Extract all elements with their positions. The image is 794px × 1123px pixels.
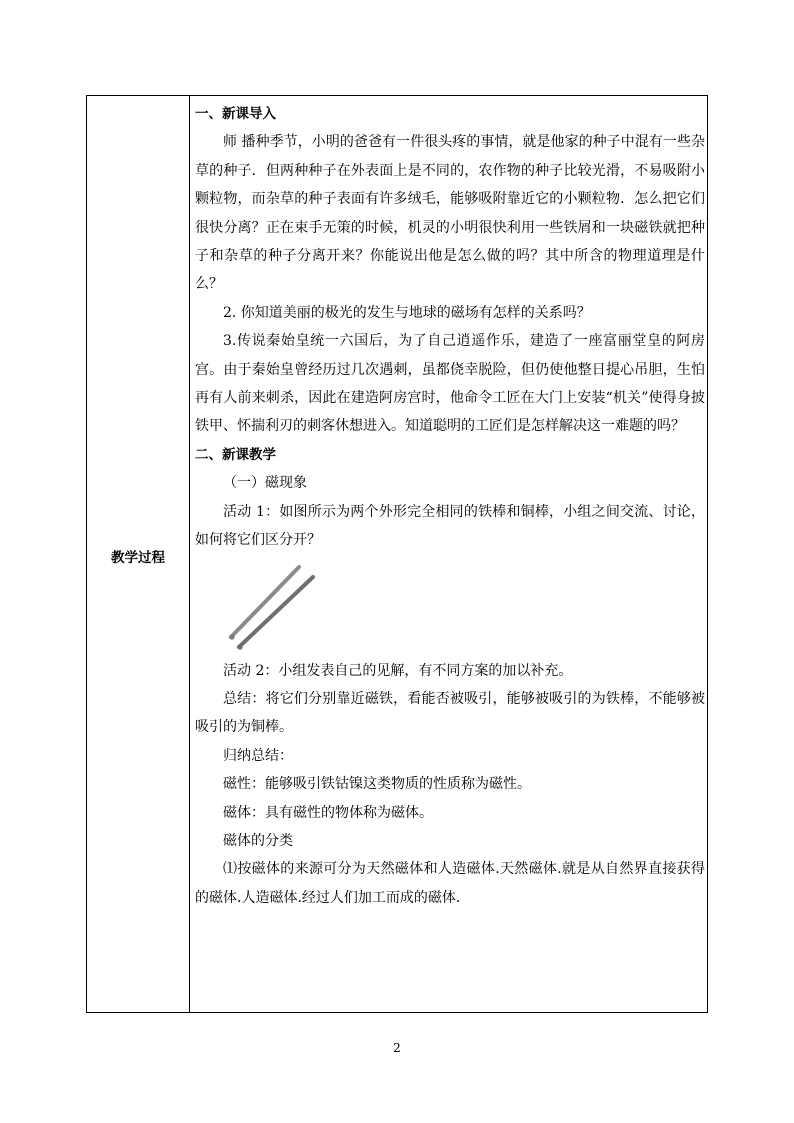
section-heading-teaching: 二、新课教学 (195, 446, 276, 463)
section-heading-intro: 一、新课导入 (195, 106, 276, 122)
page-number: 2 (393, 1041, 401, 1055)
subsection-heading-magnetism: （一）磁现象 (223, 475, 307, 492)
intro-paragraph-2: 2. 你知道美丽的极光的发生与地球的磁场有怎样的关系吗？ (223, 304, 591, 321)
magnetism-definition: 磁性：能够吸引铁钴镍这类物质的性质称为磁性。 (223, 776, 531, 793)
intro-paragraph-1: 师 播种季节，小明的爸爸有一件很头疼的事情，就是他家的种子中混有一些杂草的种子．但两种种子在外表面上是不同的，农作物的种子比较光滑，不易吸附小颗粒物，而杂草的种子表面有许多绒毛，能够吸附靠近它的小颗粒物．怎么把它们很快分离？正在束手无策的时候，机灵的小明很快利用一些铁屑和一块磁铁就把种子和杂草的种子分离开来？你能说出他是怎么做的吗？其中所含的物理道理是什么？ (195, 134, 705, 293)
magnet-classification-label: 磁体的分类 (223, 832, 293, 849)
iron-copper-rods-figure (225, 561, 317, 653)
column-divider (189, 96, 190, 1012)
lesson-table (86, 95, 708, 1013)
summary-paragraph: 总结：将它们分别靠近磁铁，看能否被吸引，能够被吸引的为铁棒，不能够被吸引的为铜棒。 (195, 690, 705, 736)
row-label-teaching-process: 教学过程 (111, 550, 165, 566)
activity-1-paragraph: 活动 1：如图所示为两个外形完全相同的铁棒和铜棒，小组之间交流、讨论，如何将它们区分开？ (195, 503, 705, 549)
lesson-content (195, 100, 705, 912)
intro-paragraph-3: 3.传说秦始皇统一六国后，为了自己逍遥作乐，建造了一座富丽堂皇的阿房宫。由于秦始皇曾经历过几次遇刺，虽都侥幸脱险，但仍使他整日提心吊胆，生怕再有人前来刺杀，因此在建造阿房宫时，他命令工匠在大门上安装“机关”使得身披铁甲、怀揣利刃的刺客休想进入。知道聪明的工匠们是怎样解决这一难题的吗？ (195, 333, 705, 435)
activity-2-paragraph: 活动 2：小组发表自己的见解，有不同方案的加以补充。 (223, 662, 573, 679)
crossed-rods-illustration (225, 561, 317, 653)
magnet-definition: 磁体：具有磁性的物体称为磁体。 (223, 804, 433, 821)
classification-item-1: ⑴按磁体的来源可分为天然磁体和人造磁体.天然磁体.就是从自然界直接获得的磁体.人造磁体.经过人们加工而成的磁体. (195, 861, 705, 906)
induction-label: 归纳总结： (223, 747, 293, 764)
